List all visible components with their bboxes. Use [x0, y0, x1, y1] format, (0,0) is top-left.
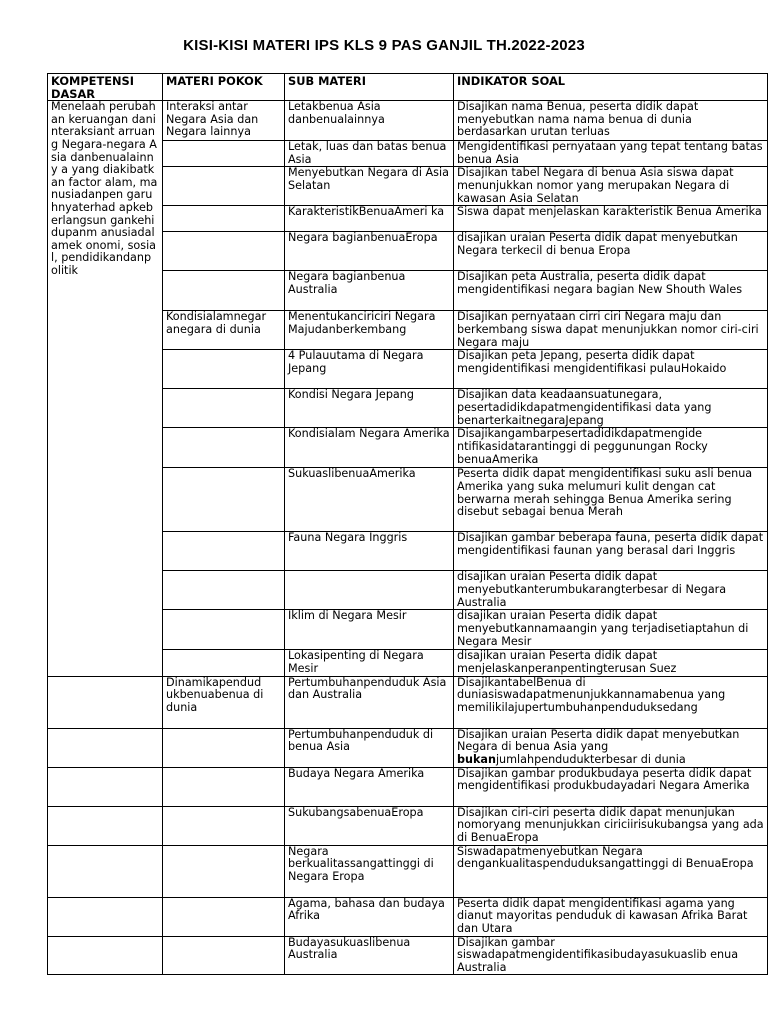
- kompetensi-dasar-cell: [48, 728, 163, 767]
- sub-materi-cell: Agama, bahasa dan budaya Afrika: [285, 897, 454, 936]
- indikator-cell: Mengidentifikasi pernyataan yang tepat tentang batas benua Asia: [454, 141, 768, 167]
- sub-materi-cell: Letakbenua Asia danbenualainnya: [285, 101, 454, 141]
- kompetensi-dasar-cell: [48, 767, 163, 806]
- indikator-cell: Disajikan peta Australia, peserta didik dapat mengidentifikasi negara bagian New Shouth Wales: [454, 271, 768, 311]
- indikator-text: jumlahpendudukterbesar di dunia: [495, 752, 686, 766]
- sub-materi-cell: Negara bagianbenuaEropa: [285, 232, 454, 271]
- header-indikator-soal: INDIKATOR SOAL: [454, 74, 768, 101]
- indikator-cell: Siswa dapat menjelaskan karakteristik Benua Amerika: [454, 206, 768, 232]
- materi-pokok-cell: [163, 350, 285, 389]
- indikator-cell: [454, 728, 768, 767]
- indikator-cell: disajikan uraian Peserta didik dapat menyebutkan Negara terkecil di benua Eropa: [454, 232, 768, 271]
- sub-materi-cell: Budaya Negara Amerika: [285, 767, 454, 806]
- materi-pokok-cell: [163, 271, 285, 311]
- table-row: [48, 806, 768, 845]
- materi-pokok-cell: [163, 141, 285, 167]
- table-row: [48, 845, 768, 897]
- indikator-cell: Disajikan tabel Negara di benua Asia siswa dapat menunjukkan nomor yang merupakan Negara di kawasan Asia Selatan: [454, 167, 768, 206]
- sub-materi-cell: SukubangsabenuaEropa: [285, 806, 454, 845]
- materi-pokok-cell: [163, 610, 285, 650]
- sub-materi-cell: Menentukanciriciri Negara Majudanberkembang: [285, 311, 454, 350]
- indikator-cell: Disajikan gambar beberapa fauna, peserta didik dapat mengidentifikasi faunan yang berasal dari Inggris: [454, 532, 768, 571]
- materi-pokok-cell: [163, 167, 285, 206]
- kompetensi-dasar-cell: [48, 806, 163, 845]
- materi-pokok-cell: [163, 232, 285, 271]
- sub-materi-cell: Pertumbuhanpenduduk Asia dan Australia: [285, 676, 454, 728]
- kompetensi-dasar-cell: [48, 936, 163, 975]
- indikator-cell: disajikan uraian Peserta didik dapat menyebutkanterumbukarangterbesar di Negara Australia: [454, 571, 768, 610]
- sub-materi-cell: Pertumbuhanpenduduk di benua Asia: [285, 728, 454, 767]
- indikator-cell: DisajikantabelBenua di duniasiswadapatmenunjukkannamabenua yang memilikilajupertumbuhanpenduduksedang: [454, 676, 768, 728]
- indikator-text: Disajikan uraian Peserta didik dapat menyebutkan Negara di benua Asia yang: [457, 728, 740, 754]
- materi-pokok-cell: Dinamikapendud ukbenuabenua di dunia: [163, 676, 285, 728]
- sub-materi-cell: [285, 571, 454, 610]
- indikator-cell: disajikan uraian Peserta didik dapat menjelaskanperanpentingterusan Suez: [454, 650, 768, 676]
- materi-pokok-cell: Kondisialamnegar anegara di dunia: [163, 311, 285, 350]
- kompetensi-dasar-cell: [48, 845, 163, 897]
- materi-pokok-cell: [163, 532, 285, 571]
- indikator-cell: Disajikan data keadaansuatunegara, pesertadidikdapatmengidentifikasi data yang benarterkaitnegaraJepang: [454, 389, 768, 428]
- table-row: [48, 767, 768, 806]
- table-row: [48, 676, 768, 728]
- sub-materi-cell: Iklim di Negara Mesir: [285, 610, 454, 650]
- indikator-cell: Siswadapatmenyebutkan Negara dengankualitaspenduduksangattinggi di BenuaEropa: [454, 845, 768, 897]
- materi-pokok-cell: [163, 767, 285, 806]
- sub-materi-cell: Letak, luas dan batas benua Asia: [285, 141, 454, 167]
- indikator-cell: Disajikan gambar produkbudaya peserta didik dapat mengidentifikasi produkbudayadari Negara Amerika: [454, 767, 768, 806]
- indikator-cell: Disajikan nama Benua, peserta didik dapat menyebutkan nama nama benua di dunia berdasarkan urutan terluas: [454, 101, 768, 141]
- materi-pokok-cell: [163, 428, 285, 468]
- table-row: [48, 728, 768, 767]
- sub-materi-cell: Lokasipenting di Negara Mesir: [285, 650, 454, 676]
- materi-pokok-cell: [163, 206, 285, 232]
- indikator-cell: Disajikangambarpesertadidikdapatmengide ntifikasidatarantinggi di peggunungan Rocky benuaAmerika: [454, 428, 768, 468]
- materi-pokok-cell: [163, 806, 285, 845]
- materi-pokok-cell: [163, 650, 285, 676]
- materi-pokok-cell: [163, 389, 285, 428]
- materi-pokok-cell: [163, 468, 285, 532]
- table-row: [48, 897, 768, 936]
- sub-materi-cell: Menyebutkan Negara di Asia Selatan: [285, 167, 454, 206]
- sub-materi-cell: Kondisialam Negara Amerika: [285, 428, 454, 468]
- materi-pokok-cell: [163, 728, 285, 767]
- table-row: [48, 101, 768, 141]
- sub-materi-cell: KarakteristikBenuaAmeri ka: [285, 206, 454, 232]
- materi-pokok-cell: [163, 936, 285, 975]
- header-materi-pokok: MATERI POKOK: [163, 74, 285, 101]
- indikator-cell: Disajikan pernyataan cirri ciri Negara maju dan berkembang siswa dapat menunjukkan nomor ciri-ciri Negara maju: [454, 311, 768, 350]
- sub-materi-cell: Fauna Negara Inggris: [285, 532, 454, 571]
- kompetensi-dasar-cell: Menelaah perubahan keruangan daninteraksiant arruang Negara-negara Asia danbenualainny a yang diakibatkan factor alam, manusiadanpen garuhnyaterhad apkeberlangsun gankehidupanm anusiadalamek onomi, sosial, pendidikandanp olitik: [48, 101, 163, 676]
- table-row: [48, 936, 768, 975]
- sub-materi-cell: Budayasukuaslibenua Australia: [285, 936, 454, 975]
- sub-materi-cell: 4 Pulauutama di Negara Jepang: [285, 350, 454, 389]
- indikator-cell: Peserta didik dapat mengidentifikasi agama yang dianut mayoritas penduduk di kawasan Afrika Barat dan Utara: [454, 897, 768, 936]
- kompetensi-dasar-cell: [48, 897, 163, 936]
- materi-pokok-cell: [163, 571, 285, 610]
- sub-materi-cell: Negara berkualitassangattinggi di Negara Eropa: [285, 845, 454, 897]
- sub-materi-cell: SukuaslibenuaAmerika: [285, 468, 454, 532]
- kisi-kisi-table: [47, 73, 768, 975]
- indikator-cell: Disajikan ciri-ciri peserta didik dapat menunjukan nomoryang menunjukkan ciriciirisukubangsa yang ada di BenuaEropa: [454, 806, 768, 845]
- table-header-row: [48, 74, 768, 101]
- indikator-cell: disajikan uraian Peserta didik dapat menyebutkannamaangin yang terjadisetiaptahun di Negara Mesir: [454, 610, 768, 650]
- document-title: KISI-KISI MATERI IPS KLS 9 PAS GANJIL TH.2022-2023: [183, 37, 585, 54]
- sub-materi-cell: Negara bagianbenua Australia: [285, 271, 454, 311]
- sub-materi-cell: Kondisi Negara Jepang: [285, 389, 454, 428]
- materi-pokok-cell: Interaksi antar Negara Asia dan Negara lainnya: [163, 101, 285, 141]
- indikator-emphasis: bukan: [457, 752, 496, 766]
- header-kompetensi-dasar: KOMPETENSI DASAR: [48, 74, 163, 101]
- indikator-cell: Disajikan peta Jepang, peserta didik dapat mengidentifikasi mengidentifikasi pulauHokaido: [454, 350, 768, 389]
- indikator-cell: Disajikan gambar siswadapatmengidentifikasibudayasukuaslib enua Australia: [454, 936, 768, 975]
- kompetensi-dasar-cell: [48, 676, 163, 728]
- indikator-cell: Peserta didik dapat mengidentifikasi suku asli benua Amerika yang suka melumuri kulit dengan cat berwarna merah sehingga Benua Amerika sering disebut sebagai benua Merah: [454, 468, 768, 532]
- materi-pokok-cell: [163, 897, 285, 936]
- header-sub-materi: SUB MATERI: [285, 74, 454, 101]
- materi-pokok-cell: [163, 845, 285, 897]
